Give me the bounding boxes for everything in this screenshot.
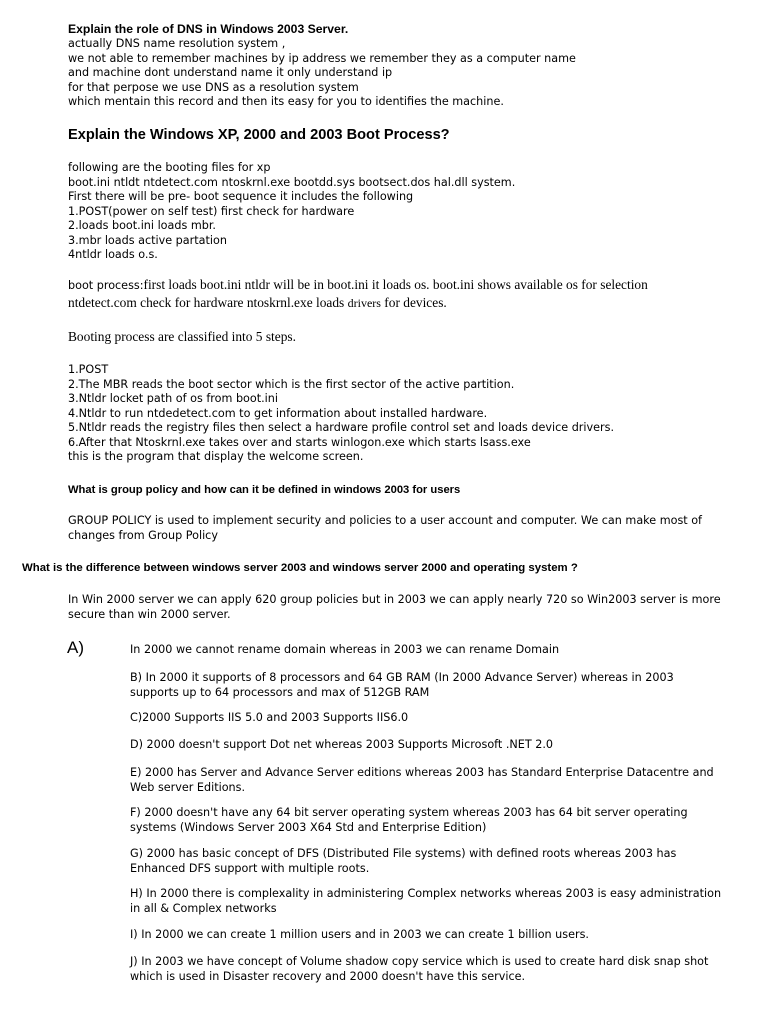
boot-classified-text: Booting process are classified into 5 steps. [68,329,296,344]
diff-item-line: F) 2000 doesn't have any 64 bit server operating system whereas 2003 has 64 bit server operating [130,806,688,819]
diff-item-line: G) 2000 has basic concept of DFS (Distributed File systems) with defined roots whereas 2003 has [130,847,677,860]
boot-step: 5.Ntldr reads the registry files then select a hardware profile control set and loads device drivers. [68,421,614,434]
dns-line: actually DNS name resolution system , [68,37,286,50]
gp-heading: What is group policy and how can it be defined in windows 2003 for users [68,484,461,496]
gp-line: GROUP POLICY is used to implement security and policies to a user account and computer. We can make most of [68,514,702,527]
diff-item-line: In 2000 we cannot rename domain whereas in 2003 we can rename Domain [130,643,560,656]
diff-item [130,671,674,700]
diff-item [130,711,408,726]
diff-intro-line: secure than win 2000 server. [68,607,231,621]
boot-process-drivers: drivers [347,296,381,310]
diff-item [130,738,553,753]
diff-heading: What is the difference between windows server 2003 and windows server 2000 and operating system ? [22,562,578,574]
diff-intro [68,593,721,622]
diff-item-line: systems (Windows Server 2003 X64 Std and Enterprise Edition) [130,820,487,834]
diff-item-line: in all & Complex networks [130,901,277,915]
boot-files-list [68,161,515,263]
diff-item [130,955,708,984]
boot-steps-list [68,363,614,465]
gp-line: changes from Group Policy [68,528,218,542]
diff-item [130,847,676,876]
boot-step: this is the program that display the welcome screen. [68,450,364,463]
diff-item-line: Enhanced DFS support with multiple roots. [130,861,370,875]
dns-line: which mentain this record and then its easy for you to identifies the machine. [68,95,504,108]
boot-step: 6.After that Ntoskrnl.exe takes over and starts winlogon.exe which starts lsass.exe [68,435,531,449]
boot-step: 1.POST [68,363,109,376]
diff-item-line: Web server Editions. [130,780,246,794]
boot-process-line1: first loads boot.ini ntldr will be in boot.ini it loads os. boot.ini shows available os for selection [143,277,648,292]
diff-item [130,806,688,835]
boot-step: 2.The MBR reads the boot sector which is the first sector of the active partition. [68,377,515,391]
boot-process-prefix: boot process: [68,279,144,292]
boot-heading: Explain the Windows XP, 2000 and 2003 Boot Process? [68,127,450,143]
boot-files-line: 1.POST(power on self test) first check for hardware [68,204,355,218]
boot-step: 3.Ntldr locket path of os from boot.ini [68,392,278,405]
dns-line: and machine dont understand name it only understand ip [68,66,393,79]
boot-process-line2-end: for devices. [380,295,447,310]
diff-item [130,928,589,943]
diff-item-line: B) In 2000 it supports of 8 processors and 64 GB RAM (In 2000 Advance Server) whereas in 2003 [130,671,674,684]
boot-step: 4.Ntldr to run ntdedetect.com to get information about installed hardware. [68,406,488,420]
diff-item [130,643,559,658]
diff-intro-line: In Win 2000 server we can apply 620 group policies but in 2003 we can apply nearly 720 so Win2003 server is more [68,593,721,606]
boot-files-line: First there will be pre- boot sequence it includes the following [68,190,414,203]
diff-item-line: which is used in Disaster recovery and 2000 doesn't have this service. [130,969,526,983]
gp-body [68,514,702,543]
diff-item-line: I) In 2000 we can create 1 million users and in 2003 we can create 1 billion users. [130,928,589,941]
boot-files-line: following are the booting files for xp [68,161,271,174]
diff-item-line: E) 2000 has Server and Advance Server editions whereas 2003 has Standard Enterprise Datacentre and [130,766,714,779]
list-marker-a: A) [67,638,84,657]
diff-item [130,887,721,916]
boot-process-line2: ntdetect.com check for hardware ntoskrnl.exe loads [68,295,348,310]
diff-item-line: J) In 2003 we have concept of Volume shadow copy service which is used to create hard disk snap shot [130,955,709,968]
dns-line: we not able to remember machines by ip address we remember they as a computer name [68,51,576,65]
dns-heading: Explain the role of DNS in Windows 2003 Server. [68,22,349,36]
diff-item-line: supports up to 64 processors and max of 512GB RAM [130,685,430,699]
boot-files-line: boot.ini ntldt ntdetect.com ntoskrnl.exe bootdd.sys bootsect.dos hal.dll system. [68,175,516,189]
boot-files-line: 4ntldr loads o.s. [68,248,158,261]
diff-item-line: C)2000 Supports IIS 5.0 and 2003 Supports IIS6.0 [130,711,409,724]
dns-body [68,37,576,110]
diff-item-line: D) 2000 doesn't support Dot net whereas 2003 Supports Microsoft .NET 2.0 [130,738,554,751]
dns-line: for that perpose we use DNS as a resolution system [68,80,359,94]
boot-files-line: 2.loads boot.ini loads mbr. [68,219,216,232]
boot-process-paragraph [68,276,648,312]
diff-item [130,766,714,795]
boot-files-line: 3.mbr loads active partation [68,233,227,247]
diff-item-line: H) In 2000 there is complexality in administering Complex networks whereas 2003 is easy administration [130,887,722,900]
